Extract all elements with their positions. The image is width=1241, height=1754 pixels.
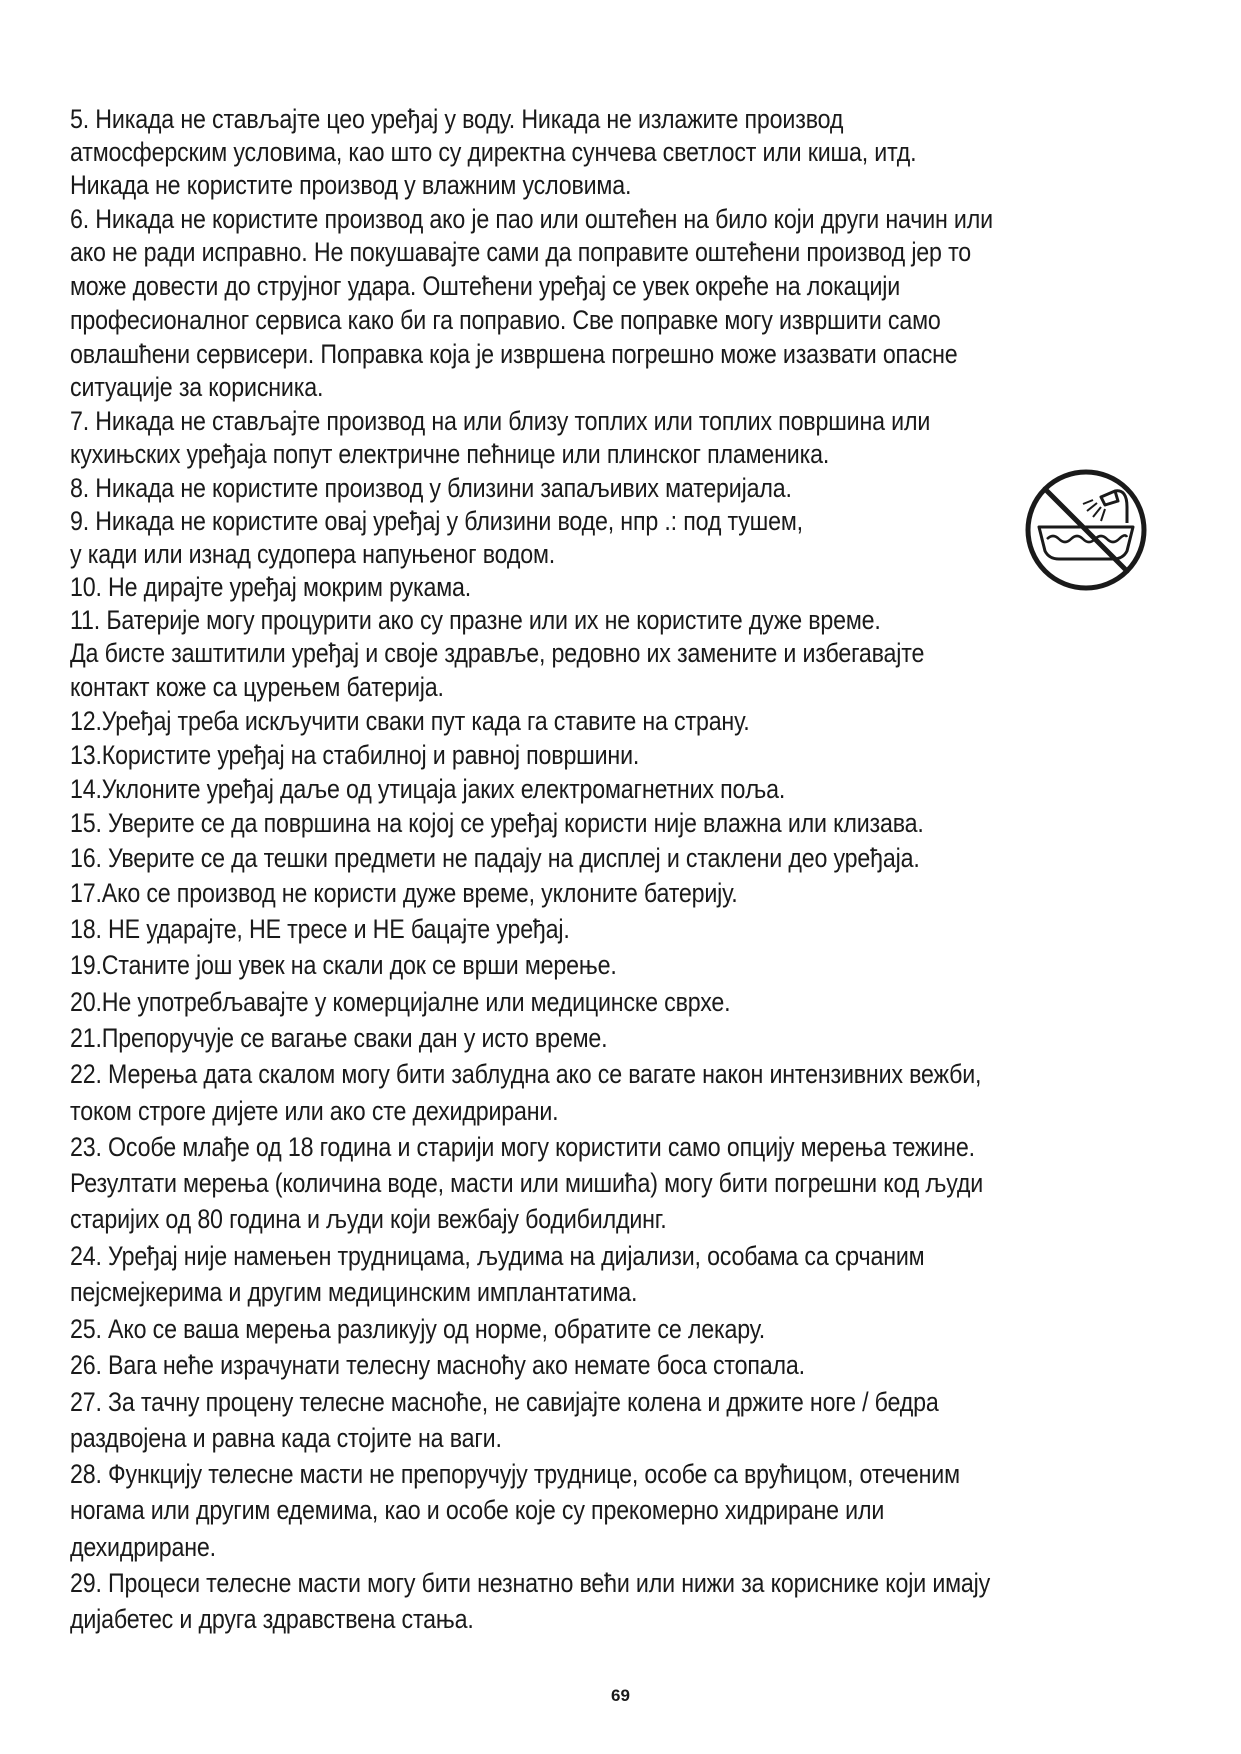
- text-line: дехидриране.: [70, 1532, 216, 1562]
- text-line: ногама или другим едемима, као и особе које су прекомерно хидриране или: [70, 1495, 885, 1525]
- text-line: Резултати мерења (количина воде, масти или мишића) могу бити погрешни код људи: [70, 1168, 984, 1198]
- text-line: атмосферским условима, као што су директна сунчева светлост или киша, итд.: [70, 137, 917, 167]
- text-line: 7. Никада не стављајте производ на или близу топлих или топлих површина или: [70, 406, 931, 436]
- text-line: пејсмејкерима и другим медицинским имплантатима.: [70, 1277, 638, 1307]
- no-water-bath-icon: [1023, 467, 1149, 593]
- text-line: 24. Уређај није намењен трудницама, људима на дијализи, особама са срчаним: [70, 1241, 925, 1271]
- text-line: 14.Уклоните уређај даље од утицаја јаких електромагнетних поља.: [70, 774, 786, 804]
- text-line: кухињских уређаја попут електричне пећнице или плинског пламеника.: [70, 439, 830, 469]
- text-line: Да бисте заштитили уређај и своје здравље, редовно их замените и избегавајте: [70, 638, 925, 668]
- text-line: 16. Уверите се да тешки предмети не падају на дисплеј и стаклени део уређаја.: [70, 843, 920, 873]
- text-line: овлашћени сервисери. Поправка која је извршена погрешно може изазвати опасне: [70, 339, 958, 369]
- text-line: 6. Никада не користите производ ако је пао или оштећен на било који други начин или: [70, 204, 993, 234]
- page-number: 69: [611, 1686, 630, 1705]
- text-line: 13.Користите уређај на стабилној и равној површини.: [70, 740, 640, 770]
- text-line: раздвојена и равна када стојите на ваги.: [70, 1423, 502, 1453]
- text-line: 10. Не дирајте уређај мокрим рукама.: [70, 572, 472, 602]
- text-line: 19.Станите још увек на скали док се врши мерење.: [70, 950, 617, 980]
- text-line: професионалног сервиса како би га поправио. Све поправке могу извршити само: [70, 305, 941, 335]
- text-line: 27. За тачну процену телесне масноће, не савијајте колена и држите ноге / бедра: [70, 1387, 939, 1417]
- text-line: 22. Мерења дата скалом могу бити заблудна ако се вагате након интензивних вежби,: [70, 1059, 982, 1089]
- text-line: 28. Функцију телесне масти не препоручују труднице, особе са врућицом, отеченим: [70, 1459, 960, 1489]
- text-line: 21.Препоручује се вагање сваки дан у исто време.: [70, 1023, 608, 1053]
- text-line: 23. Особе млађе од 18 година и старији могу користити само опцију мерења тежине.: [70, 1132, 975, 1162]
- text-line: 17.Ако се производ не користи дуже време, уклоните батерију.: [70, 878, 738, 908]
- text-line: 26. Вага неће израчунати телесну масноћу ако немате боса стопала.: [70, 1350, 805, 1380]
- text-line: 18. НЕ ударајте, НЕ тресе и НЕ бацајте уређај.: [70, 914, 570, 944]
- text-line: у кади или изнад судопера напуњеног водом.: [70, 539, 556, 569]
- text-line: старијих од 80 година и људи који вежбају бодибилдинг.: [70, 1204, 667, 1234]
- text-line: 25. Ако се ваша мерења разликују од норме, обратите се лекару.: [70, 1314, 766, 1344]
- text-line: може довести до струјног удара. Оштећени уређај се увек окреће на локацији: [70, 271, 901, 301]
- text-line: ако не ради исправно. Не покушавајте сами да поправите оштећени производ јер то: [70, 237, 972, 267]
- text-line: 29. Процеси телесне масти могу бити незнатно већи или нижи за кориснике који имају: [70, 1568, 991, 1598]
- text-line: ситуације за корисника.: [70, 372, 324, 402]
- text-line: 11. Батерије могу процурити ако су празне или их не користите дуже време.: [70, 605, 881, 635]
- text-line: контакт коже са цурењем батерија.: [70, 672, 444, 702]
- text-line: дијабетес и друга здравствена стања.: [70, 1604, 474, 1634]
- text-line: 15. Уверите се да површина на којој се уређај користи није влажна или клизава.: [70, 808, 924, 838]
- text-line: 12.Уређај треба искључити сваки пут када га ставите на страну.: [70, 706, 750, 736]
- text-line: 20.Не употребљавајте у комерцијалне или медицинске сврхе.: [70, 987, 731, 1017]
- text-line: 8. Никада не користите производ у близини запаљивих материјала.: [70, 473, 792, 503]
- text-line: Никада не користите производ у влажним условима.: [70, 170, 632, 200]
- text-line: током строге дијете или ако сте дехидрирани.: [70, 1096, 559, 1126]
- text-line: 5. Никада не стављајте цео уређај у воду. Никада не излажите производ: [70, 104, 844, 134]
- text-line: 9. Никада не користите овај уређај у близини воде, нпр .: под тушем,: [70, 506, 803, 536]
